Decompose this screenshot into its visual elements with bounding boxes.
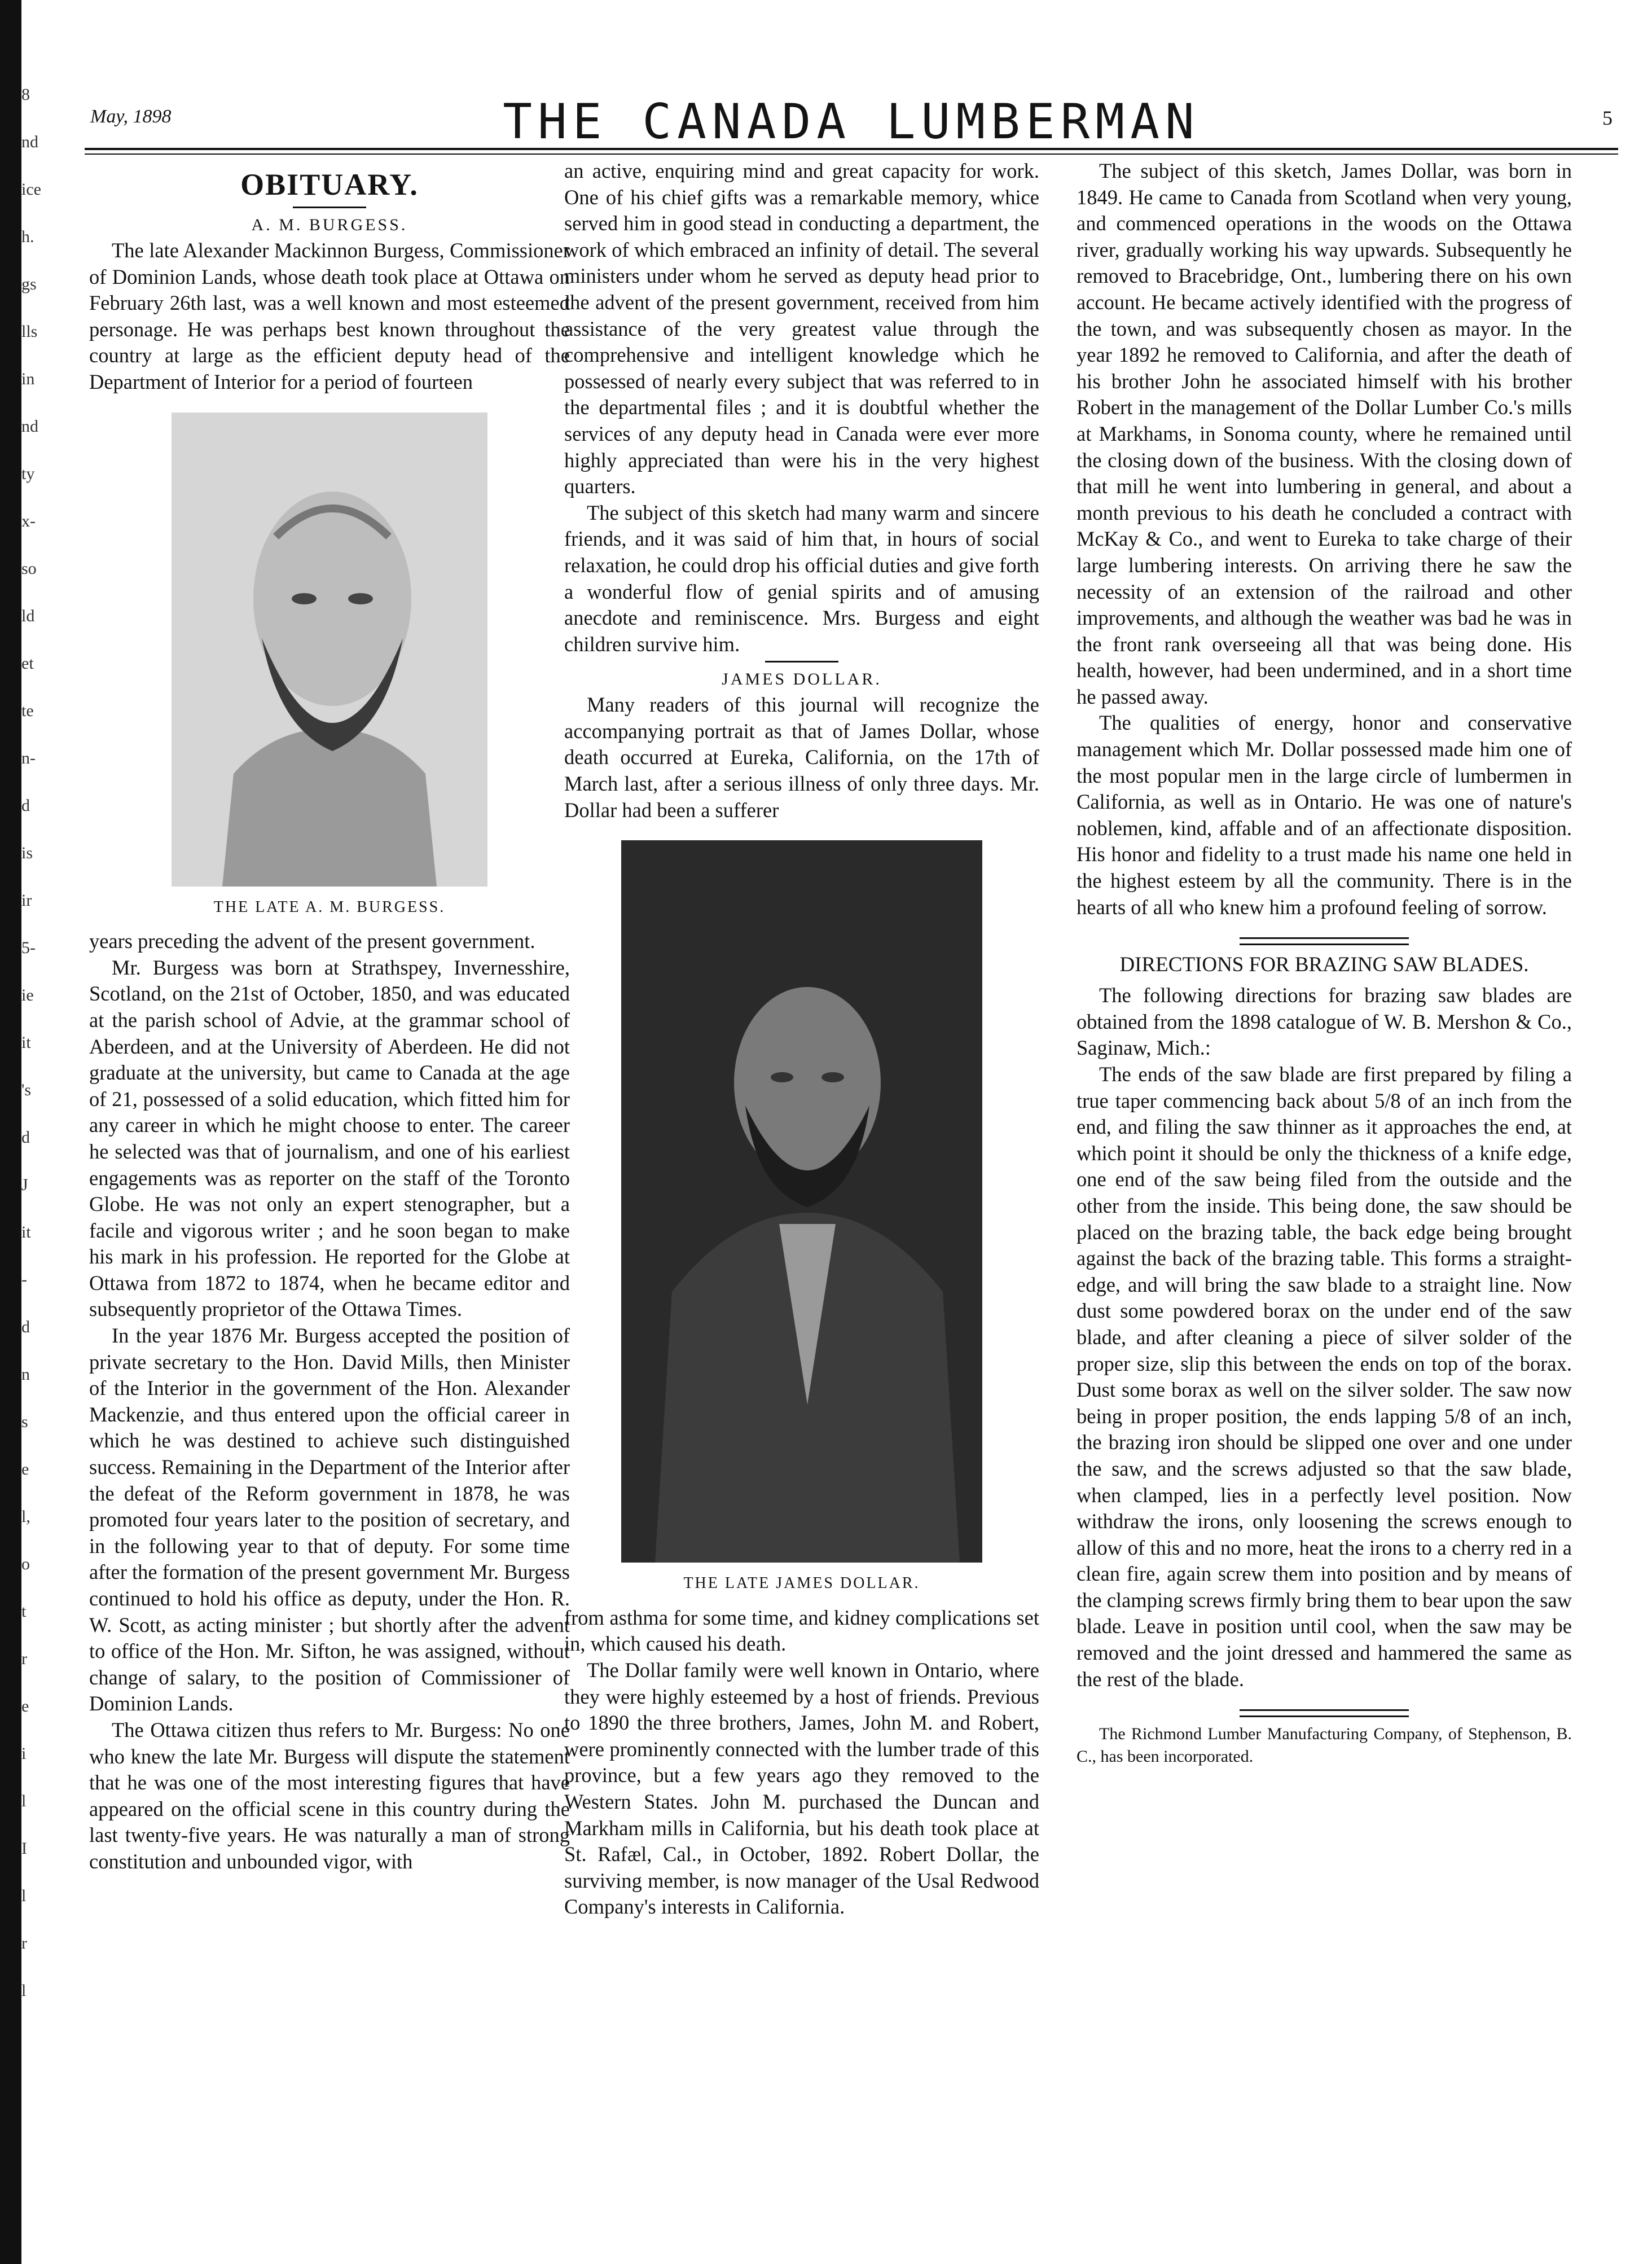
margin-fragment: t	[21, 1602, 27, 1621]
margin-fragment: in	[21, 370, 35, 388]
margin-fragment: l	[21, 1981, 27, 2000]
dollar-caption: THE LATE JAMES DOLLAR.	[683, 1574, 920, 1592]
margin-fragment: so	[21, 559, 37, 578]
burgess-intro: The late Alexander Mackinnon Burgess, Commissioner of Dominion Lands, whose death took place at Ottawa on February 26th last, was a well known and most esteemed personage. He was perhaps best known throughout the country at large as the efficient deputy head of the Department of Interior for a period of fourteen	[89, 239, 570, 393]
margin-fragment: o	[21, 1555, 30, 1573]
burgess-continued: The subject of this sketch had many warm and sincere friends, and it was said of him that, in hours of social relaxation, he could drop his official duties and give forth a wonderful flow of genial spirits and of amusing anecdote and reminiscence. Mrs. Burgess and eight children survive him.	[564, 501, 1039, 656]
binding-gutter	[0, 0, 21, 2264]
adjacent-page-fragments	[21, 85, 84, 2229]
masthead-title: THE CANADA LUMBERMAN	[503, 94, 1200, 150]
burgess-paragraph: The Ottawa citizen thus refers to Mr. Burgess: No one who knew the late Mr. Burgess will dispute the statement that he was one of the most interesting figures that have appeared on the official scene in this country during the last twenty-five years. He was naturally a man of strong constitution and unbounded vigor, with	[89, 1718, 570, 1873]
brazing-paragraph: The ends of the saw blade are first prepared by filing a true taper commencing back about 5/8 of an inch from the end, and filing the saw thinner as it approaches the end, at which point it should be only the thickness of a knife edge, one end of the saw being filed from the outside and the other from the inside. This being done, the saw should be placed on the brazing table, the back edge being brought against the back of the brazing table. This forms a straight-edge, and will bring the saw blade to a straight line. Now dust some powdered borax on the under end of the saw blade, and after cleaning a piece of silver solder of the proper size, slip this between the ends on top of the borax. Dust some borax as well on the silver solder. The saw now being in proper position, the ends lapping 5/8 of an inch, the brazing iron should be slipped one over and one under the saw, and the screws adjusted so that the saw blade, when clamped, lies in a perfectly level position. Now withdraw the irons, only loosening the screws enough to allow of this and no more, heat the irons to a cherry red in a clean fire, again screw them into position and by means of the clamping screws firmly bring them to bear upon the saw blade. Leave in position until cool, when the saw may be removed and the joint dressed and hammered the same as the rest of the blade.	[1077, 1063, 1572, 1691]
dollar-portrait	[621, 840, 982, 1563]
margin-fragment: 8	[21, 85, 30, 104]
burgess-subheading: A. M. BURGESS.	[251, 216, 408, 234]
margin-fragment: nd	[21, 133, 38, 151]
margin-fragment: l	[21, 1886, 27, 1905]
margin-fragment: gs	[21, 275, 37, 293]
margin-fragment: d	[21, 1128, 30, 1147]
margin-fragment: -	[21, 1270, 27, 1289]
margin-fragment: it	[21, 1223, 31, 1241]
margin-fragment: i	[21, 1744, 27, 1763]
issue-date: May, 1898	[90, 106, 172, 127]
margin-fragment: 5-	[21, 938, 36, 957]
burgess-paragraph: years preceding the advent of the present government.	[89, 929, 535, 953]
dollar-subheading: JAMES DOLLAR.	[722, 670, 882, 689]
dollar-paragraph: The subject of this sketch, James Dollar, was born in 1849. He came to Canada from Scotland when very young, and commenced operations in the woods on the Ottawa river, gradually working his way upwards. Subsequently he removed to Bracebridge, Ont., lumbering there on his own account. He became actively identified with the progress of the town, and was subsequently chosen as mayor. In the year 1892 he removed to California, and after the death of his brother John he associated himself with his brother Robert in the management of the Dollar Lumber Co.'s mills at Markhams, in Sonoma county, where he remained until the closing down of the business. With the closing down of that mill he went into lumbering in general, and about a month previous to his death he concluded a contract with McKay & Co., and went to Eureka to take charge of their large lumbering interests. On arriving there he saw the necessity of an extension of the railroad and other improvements, and although the weather was bad he was in the front rank overseeing all that was being done. His health, however, had been undermined, and in a short time he passed away.	[1077, 159, 1572, 708]
obituary-heading: OBITUARY.	[240, 168, 419, 201]
margin-fragment: is	[21, 844, 33, 862]
margin-fragment: n	[21, 1365, 30, 1384]
margin-fragment: d	[21, 1318, 30, 1336]
margin-fragment: h.	[21, 227, 34, 246]
dollar-paragraph: The qualities of energy, honor and conservative management which Mr. Dollar possessed made him one of the most popular men in the large circle of lumbermen in California, as well as in Ontario. He was one of nature's noblemen, kind, affable and of an affectionate disposition. His honor and fidelity to a trust made his name one held in the highest esteem by all the community. There is in the hearts of all who knew him a profound feeling of sorrow.	[1077, 711, 1572, 919]
margin-fragment: s	[21, 1412, 28, 1431]
margin-fragment: ice	[21, 180, 41, 199]
burgess-paragraph: Mr. Burgess was born at Strathspey, Invernesshire, Scotland, on the 21st of October, 1850, and was educated at the parish school of Advie, at the grammar school of Aberdeen, and at the University of Aberdeen. He did not graduate at the university, but came to Canada at the age of 21, possessed of a solid education, which fitted him for any career in which he might choose to enter. The career he selected was that of journalism, and one of his earliest engagements was as reporter on the staff of the Toronto Globe. He was not only an expert stenographer, but a facile and vigorous writer ; and he soon began to make his mark in his profession. He reported for the Globe at Ottawa from 1872 to 1874, when he became editor and subsequently proprietor of the Ottawa Times.	[89, 955, 570, 1321]
margin-fragment: I	[21, 1839, 27, 1858]
margin-fragment: l	[21, 1792, 27, 1810]
margin-fragment: J	[21, 1175, 28, 1194]
burgess-paragraph: In the year 1876 Mr. Burgess accepted the position of private secretary to the Hon. David Mills, then Minister of the Interior in the government of the Hon. Alexander Mackenzie, and thus entered upon the official career in which he was destined to achieve such distinguished success. Remaining in the Department of the Interior after the defeat of the Reform government in 1878, he was promoted four years later to the position of secretary, and in the following year to that of deputy. For some time after the formation of the present government Mr. Burgess continued to hold his office as deputy, under the Hon. R. W. Scott, as acting minister ; but shortly after the advent to office of the Hon. Mr. Sifton, he was assigned, without change of salary, to the position of Commissioner of Dominion Lands.	[89, 1324, 570, 1715]
richmond-note: The Richmond Lumber Manufacturing Company, of Stephenson, B. C., has been incorporated.	[1077, 1725, 1572, 1766]
header-rule	[85, 148, 1618, 150]
dollar-paragraph: The Dollar family were well known in Ontario, where they were highly esteemed by a host of friends. Previous to 1890 the three brothers, James, John M. and Robert, were prominently connected with the lumber trade of this province, but a few years ago they removed to the Western States. John M. purchased the Duncan and Markham mills in California, but his death took place at St. Rafæl, Cal., in October, 1892. Robert Dollar, the surviving member, is now manager of the Usal Redwood Company's interests in California.	[564, 1658, 1039, 1919]
margin-fragment: e	[21, 1697, 29, 1715]
margin-fragment: lls	[21, 322, 38, 341]
margin-fragment: d	[21, 796, 30, 815]
column-3	[1077, 158, 1572, 1768]
margin-fragment: e	[21, 1460, 29, 1478]
margin-fragment: ie	[21, 986, 34, 1004]
margin-fragment: nd	[21, 417, 38, 436]
margin-fragment: l,	[21, 1507, 30, 1526]
margin-fragment: ld	[21, 607, 35, 625]
margin-fragment: et	[21, 654, 34, 673]
margin-fragment: n-	[21, 749, 36, 767]
dollar-intro: Many readers of this journal will recognize the accompanying portrait as that of James Dollar, whose death occurred at Eureka, California, on the 17th of March last, after a serious illness of only three days. Mr. Dollar had been a sufferer	[564, 693, 1039, 822]
margin-fragment: r	[21, 1649, 27, 1668]
section-double-rule	[1240, 937, 1409, 945]
brazing-paragraph: The following directions for brazing saw blades are obtained from the 1898 catalogue of W. B. Mershon & Co., Saginaw, Mich.:	[1077, 984, 1572, 1060]
margin-fragment: te	[21, 701, 34, 720]
section-rule	[293, 207, 366, 208]
section-double-rule	[1240, 1709, 1409, 1717]
margin-fragment: 's	[21, 1081, 32, 1099]
margin-fragment: ty	[21, 464, 35, 483]
burgess-portrait	[172, 413, 487, 887]
column-2	[564, 158, 1039, 1920]
brazing-heading: DIRECTIONS FOR BRAZING SAW BLADES.	[1119, 953, 1529, 977]
burgess-caption: THE LATE A. M. BURGESS.	[213, 898, 446, 916]
header-rule-thin	[85, 153, 1618, 155]
page-number: 5	[1602, 107, 1613, 129]
margin-fragment: it	[21, 1033, 31, 1052]
column-1	[89, 158, 570, 1875]
margin-fragment: x-	[21, 512, 36, 530]
section-rule	[765, 661, 838, 662]
dollar-paragraph: from asthma for some time, and kidney complications set in, which caused his death.	[564, 1605, 1039, 1656]
burgess-continued: an active, enquiring mind and great capacity for work. One of his chief gifts was a remarkable memory, whice served him in good stead in conducting a department, the work of which embraced an infinity of detail. The several ministers under whom he served as deputy head prior to the advent of the present government, received from him assistance of the very greatest value through the comprehensive and intelligent knowledge which he possessed of nearly every subject that was referred to in the departmental files ; and it is doubtful whether the services of any deputy head in Canada were ever more highly appreciated than were his in the very highest quarters.	[564, 159, 1039, 498]
margin-fragment: ir	[21, 891, 32, 910]
page-header	[85, 90, 1618, 152]
margin-fragment: r	[21, 1934, 27, 1953]
